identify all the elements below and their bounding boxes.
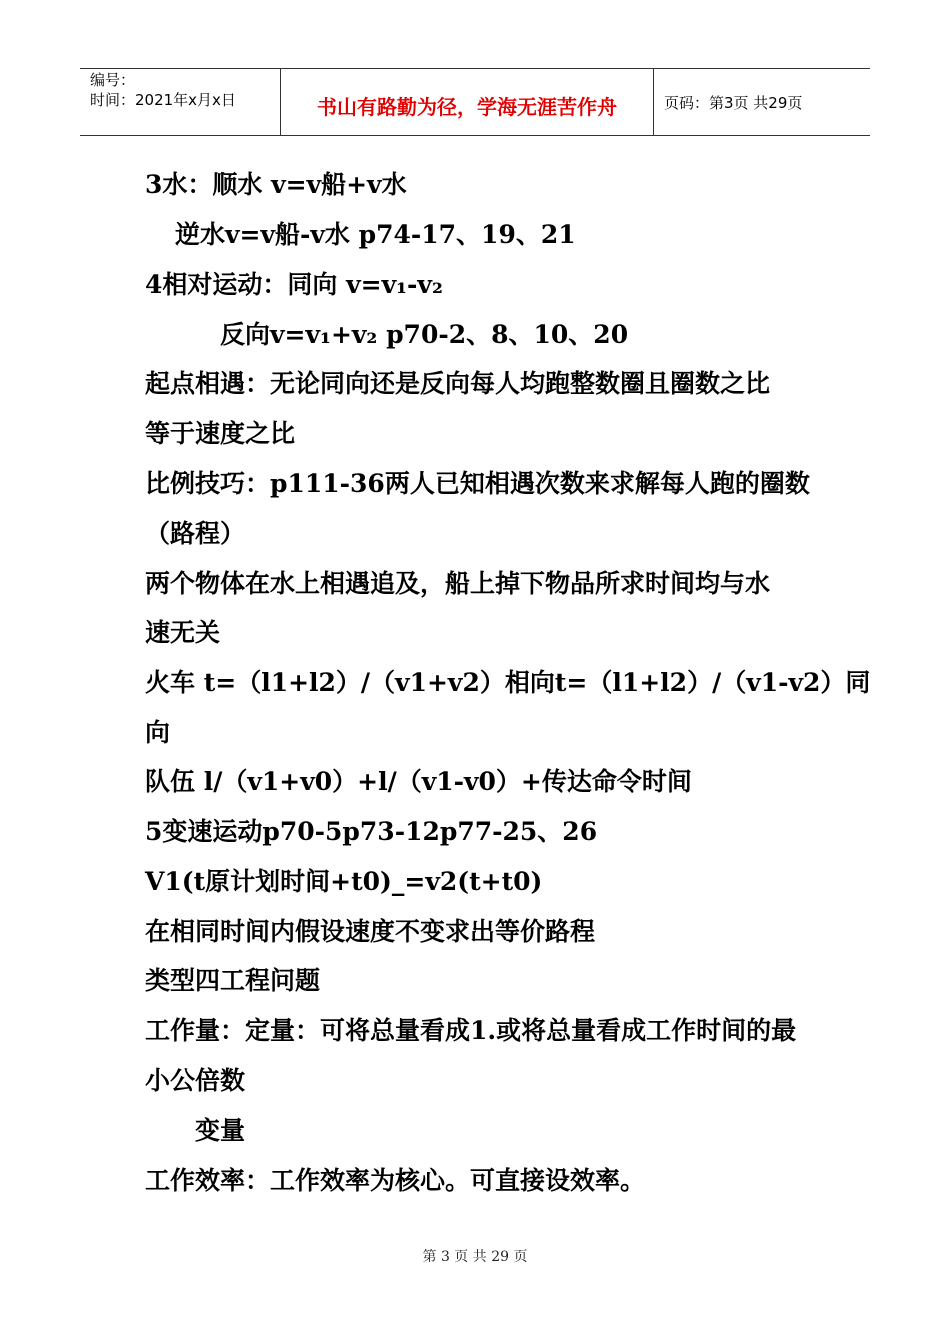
header-page-number: 页码：第3页 共29页 <box>664 94 803 112</box>
section-heading: 类型四工程问题 <box>145 966 321 995</box>
text-line: 4相对运动：同向 v=v₁-v₂ <box>145 270 443 299</box>
text-line: 工作效率：工作效率为核心。可直接设效率。 <box>145 1166 646 1195</box>
text-line: 比例技巧：p111-36两人已知相遇次数来求解每人跑的圈数 <box>145 469 810 498</box>
header-page-cell <box>654 69 870 135</box>
text-line: 等于速度之比 <box>145 419 296 448</box>
text-line: 起点相遇：无论同向还是反向每人均跑整数圈且圈数之比 <box>145 369 771 398</box>
page-header <box>80 68 870 136</box>
text-line: 在相同时间内假设速度不变求出等价路程 <box>145 917 596 946</box>
text-line: V1(t原计划时间+t0)_=v2(t+t0) <box>145 867 543 896</box>
text-line: 5变速运动p70-5p73-12p77-25、26 <box>145 817 598 846</box>
text-line: 3水：顺水 v=v船+v水 <box>145 170 407 199</box>
text-line: 工作量：定量：可将总量看成1.或将总量看成工作时间的最 <box>145 1016 797 1045</box>
text-line: 火车 t=（l1+l2）/（v1+v2）相向t=（l1+l2）/（v1-v2）同 <box>145 668 871 697</box>
page-footer: 第 3 页 共 29 页 <box>422 1249 528 1265</box>
text-line: 逆水v=v船-v水 p74-17、19、21 <box>175 220 576 249</box>
text-line: 变量 <box>195 1116 246 1145</box>
header-motto-cell <box>281 69 654 135</box>
header-motto: 书山有路勤为径，学海无涯苦作舟 <box>317 95 617 119</box>
text-line: 两个物体在水上相遇追及，船上掉下物品所求时间均与水 <box>145 569 771 598</box>
text-line: 向 <box>145 718 171 747</box>
document-number-label: 编号： <box>90 71 136 89</box>
text-line: 速无关 <box>145 618 221 647</box>
text-line: 反向v=v₁+v₂ p70-2、8、10、20 <box>220 320 629 349</box>
text-line: （路程） <box>145 519 246 548</box>
document-time-label: 时间：2021年x月x日 <box>90 91 236 109</box>
header-info-cell <box>80 69 281 135</box>
text-line: 队伍 l/（v1+v0）+l/（v1-v0）+传达命令时间 <box>145 767 692 796</box>
text-line: 小公倍数 <box>145 1066 246 1095</box>
